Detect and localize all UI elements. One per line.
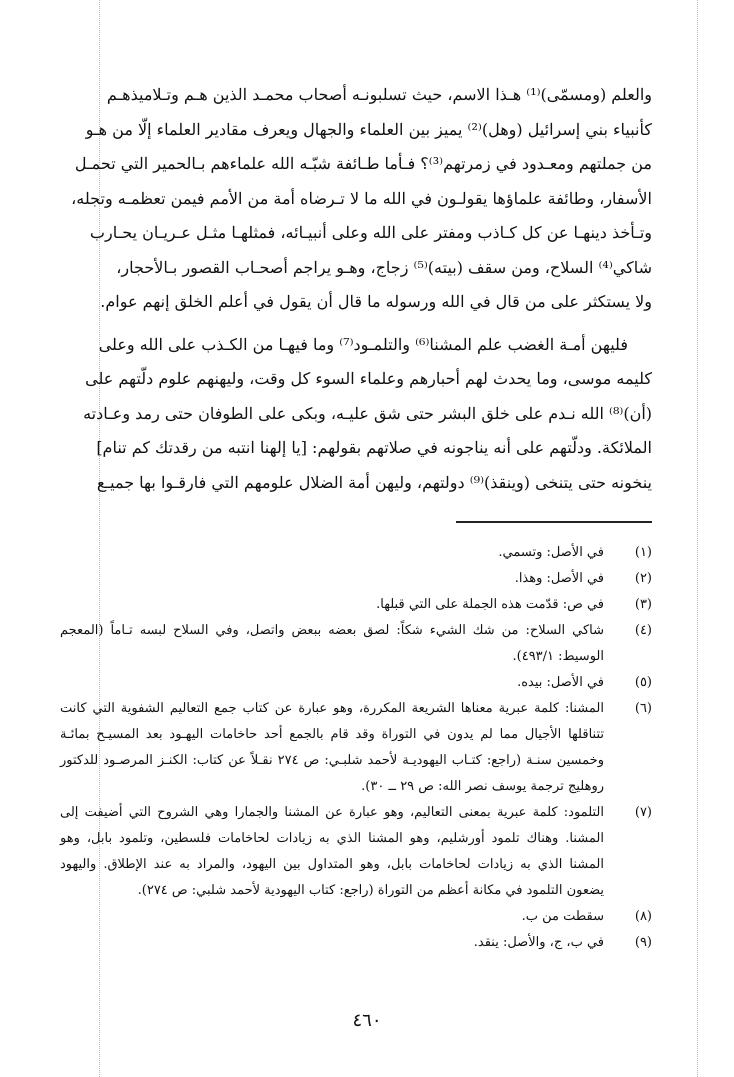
footnote <box>60 592 652 618</box>
footnote-number: (٨) <box>634 909 652 924</box>
page-content <box>60 78 652 500</box>
footnote-text: المشنا: كلمة عبرية معناها الشريعة المكررة، وهو عبارة عن كتاب جمع التعاليم الشفوية التي كانت تتناقلها الأجيال مما لم يدون في التوراة وقد قام بالجمع أحد حاخامات اليهـود بعد المسيـح بمائـة وخمسين سنـة (راجع: كتـاب اليهوديـة لأحمد شلبـي: ص ٢٧٤ نقـلاً عن كتاب: الكنـز المرصـود للدكتور روهليج ترجمة يوسف نصر الله: ص ٢٩ ــ ٣٠). <box>60 701 604 794</box>
body-line: وتـأخذ دينهـا عن كل كـاذب ومفتر على الله وعلى أنبيـائه، فمثلهـا مثـل عـريـان يحـارب <box>89 223 652 242</box>
footnote-text: في ص: قدّمت هذه الجملة على التي قبلها. <box>376 597 604 612</box>
body-text <box>60 78 652 500</box>
footnote-number: (٦) <box>634 701 652 716</box>
footnote-text: في ب، ج، والأصل: ينقد. <box>473 935 604 950</box>
footnote <box>60 800 652 904</box>
footnote <box>60 618 652 670</box>
body-line: الأسفار، وطائفة علماؤها يقولـون في الله ما لا تـرضاه أمة من الأمم فيمن تعظمـه وتجله، <box>71 188 652 208</box>
footnote-separator <box>456 521 652 523</box>
footnote <box>60 670 652 696</box>
footnote-text: في الأصل: بيده. <box>517 675 604 690</box>
footnote <box>60 930 652 956</box>
body-line: فليهن أمـة الغضب علم المشنا⁽⁶⁾ والتلمـود⁽⁷⁾ وما فيهـا من الكـذب على الله وعلى <box>98 334 628 354</box>
margin-guide-right <box>697 0 698 1077</box>
footnote-number: (٣) <box>634 597 652 612</box>
footnote-text: سقطت من ب. <box>521 909 604 924</box>
footnote-number: (٤) <box>634 623 652 638</box>
footnote <box>60 540 652 566</box>
body-line: ينخونه حتى يتنخى (وينقذ)⁽⁹⁾ دولتهم، وليهن أمة الضلال علومهم التي فارقـوا بها جميـع <box>96 472 652 492</box>
footnote <box>60 566 652 592</box>
footnote-text: في الأصل: وهذا. <box>514 571 604 586</box>
footnote <box>60 904 652 930</box>
footnote-number: (٧) <box>634 805 652 820</box>
body-line: من جملتهم ومعـدود في زمرتهم⁽³⁾؟ فـأما طـائفة شبّـه الله علماءهم بـالحمير التي تحمـل <box>74 154 652 173</box>
body-line: كأنبياء بني إسرائيل (وهل)⁽²⁾ يميز بين العلماء والجهال ويعرف مقادير العلماء إلّا من هـو <box>85 119 652 139</box>
body-line: والعلم (ومسمّى)⁽¹⁾ هـذا الاسم، حيث تسلبونـه أصحاب محمـد الذين هـم وتـلاميذهـم <box>106 85 652 104</box>
body-line: ولا يستكثر على من قال في الله ورسوله ما قال أن يقول في أعلم الخلق إنهم عوام. <box>100 292 652 311</box>
footnote-number: (١) <box>634 545 652 560</box>
footnote <box>60 696 652 800</box>
footnote-number: (٥) <box>634 675 652 690</box>
footnote-text: في الأصل: وتسمي. <box>498 545 604 560</box>
body-line: شاكي⁽⁴⁾ السلاح، ومن سقف (بيته)⁽⁵⁾ زجاج، وهـو يراجم أصحـاب القصور بـالأحجار، <box>116 257 652 277</box>
body-line: (أن)⁽⁸⁾ الله نـدم على خلق البشر حتى شق عليـه، وبكى على الطوفان حتى رمد وعـادته <box>83 403 652 423</box>
footnote-number: (٩) <box>634 935 652 950</box>
footnotes <box>60 540 652 956</box>
footnote-text: التلمود: كلمة عبرية بمعنى التعاليم، وهو عبارة عن المشنا والجمارا وهي الشروح التي أضيفت إلى المشنا. وهناك تلمود أورشليم، وهو المشنا الذي به زيادات لحاخامات فلسطين، وتلمود بابل، وهو المشنا الذي به زيادات لحاخامات بابل، وهو المتداول بين اليهود، والمراد به عند الإطلاق. واليهود يضعون التلمود في مكانة أعظم من التوراة (راجع: كتاب اليهودية لأحمد شلبي: ص ٢٧٤). <box>60 805 604 898</box>
footnote-number: (٢) <box>634 571 652 586</box>
body-line: الملائكة. ودلّتهم على أنه يناجونه في صلاتهم بقولهم: [يا إلهنا انتبه من رقدتك كم تنام] <box>96 438 652 457</box>
body-line: كليمه موسى، وما يحدث لهم أحبارهم وعلماء السوء كل وقت، وليهنهم علوم دلّتهم على <box>85 369 652 388</box>
footnote-text: شاكي السلاح: من شك الشيء شكاً: لصق بعضه ببعض واتصل، وفي السلاح لبسه تـاماً (المعجم الوسيط: ٤٩٣/١). <box>60 623 604 664</box>
page-number: ٤٦٠ <box>352 1010 382 1031</box>
